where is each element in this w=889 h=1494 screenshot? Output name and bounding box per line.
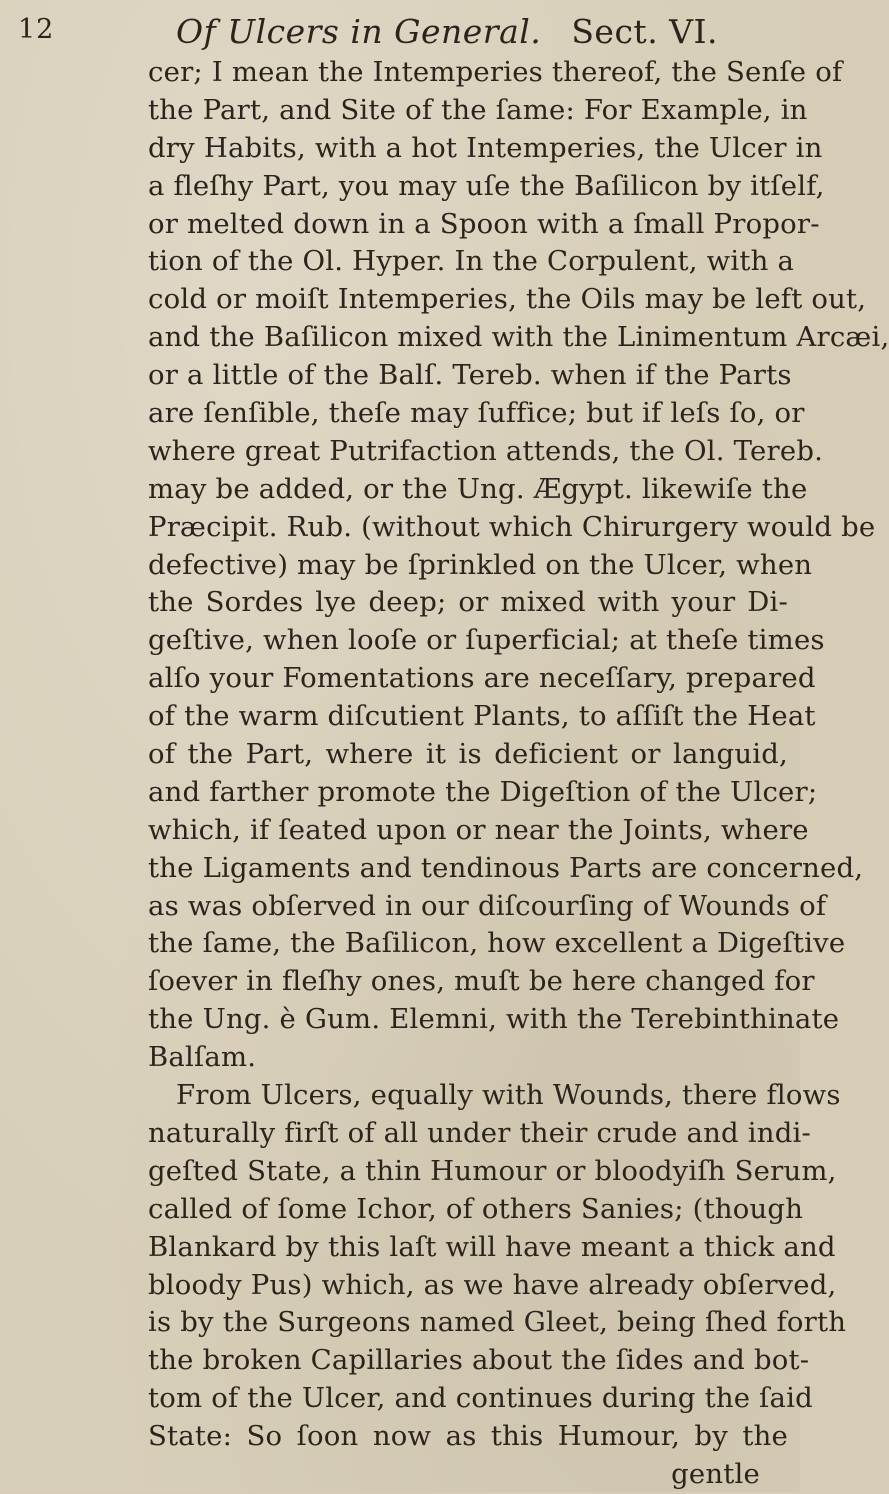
text-line: the Sordes lye deep; or mixed with your Di- [148,586,788,619]
text-line: of the Part, where it is deficient or languid, [148,738,788,771]
text-line: called of ſome Ichor, of others Sanies; (though [148,1192,804,1225]
paragraph-start-line: From Ulcers, equally with Wounds, there flows [176,1079,841,1112]
text-line: which, if ſeated upon or near the Joints, where [148,813,809,846]
catchword: gentle [671,1457,760,1490]
text-line: ſoever in fleſhy ones, muſt be here changed for [148,965,815,998]
text-line: geſtive, when looſe or ſuperficial; at theſe times [148,624,825,657]
text-line: State: So ſoon now as this Humour, by the [148,1420,788,1453]
text-line: defective) may be ſprinkled on the Ulcer, when [148,548,813,581]
text-line: the Ung. è Gum. Elemni, with the Terebinthinate [148,1003,840,1036]
text-line: a fleſhy Part, you may uſe the Baſilicon by itſelf, [148,169,825,202]
text-line: the broken Capillaries about the ſides and bot- [148,1344,810,1377]
running-title: Of Ulcers in General. [176,12,542,51]
text-line: Blankard by this laſt will have meant a thick and [148,1230,836,1263]
text-line: bloody Pus) which, as we have already obſerved, [148,1268,837,1301]
text-line: Balſam. [148,1041,257,1074]
body-text [148,54,889,1494]
text-line: as was obſerved in our diſcourſing of Wounds of [148,889,827,922]
text-line: naturally firſt of all under their crude and indi- [148,1116,812,1149]
text-line: may be added, or the Ung. Ægypt. likewiſe the [148,472,808,505]
text-line: Præcipit. Rub. (without which Chirurgery would be [148,510,876,543]
text-line: cer; I mean the Intemperies thereof, the Senſe of [148,56,843,88]
text-line: of the warm diſcutient Plants, to aſſiſt the Heat [148,700,816,733]
text-line: the Part, and Site of the ſame: For Example, in [148,93,808,126]
text-line: and farther promote the Digeſtion of the Ulcer; [148,775,818,808]
text-line: cold or moiſt Intemperies, the Oils may be left out, [148,283,867,316]
text-line: the Ligaments and tendinous Parts are concerned, [148,851,864,884]
text-line: is by the Surgeons named Gleet, being ſhed forth [148,1306,847,1339]
text-line: are ſenſible, theſe may ſuffice; but if leſs ſo, or [148,397,805,430]
running-head [176,12,776,51]
text-line: tion of the Ol. Hyper. In the Corpulent, with a [148,245,795,278]
text-line: where great Putrifaction attends, the Ol. Tereb. [148,434,824,467]
text-line: the ſame, the Baſilicon, how excellent a Digeſtive [148,927,846,960]
section-number: Sect. VI. [571,12,719,51]
text-line: and the Baſilicon mixed with the Linimentum Arcæi, [148,321,889,354]
text-line: dry Habits, with a hot Intemperies, the Ulcer in [148,131,823,164]
text-line: tom of the Ulcer, and continues during the ſaid [148,1382,813,1415]
text-line: alſo your Fomentations are neceſſary, prepared [148,662,816,695]
text-line: or melted down in a Spoon with a ſmall Propor- [148,207,820,240]
text-line: or a little of the Balſ. Tereb. when if the Parts [148,359,792,392]
page-number: 12 [18,14,55,45]
text-line: geſted State, a thin Humour or bloodyiſh Serum, [148,1154,837,1187]
